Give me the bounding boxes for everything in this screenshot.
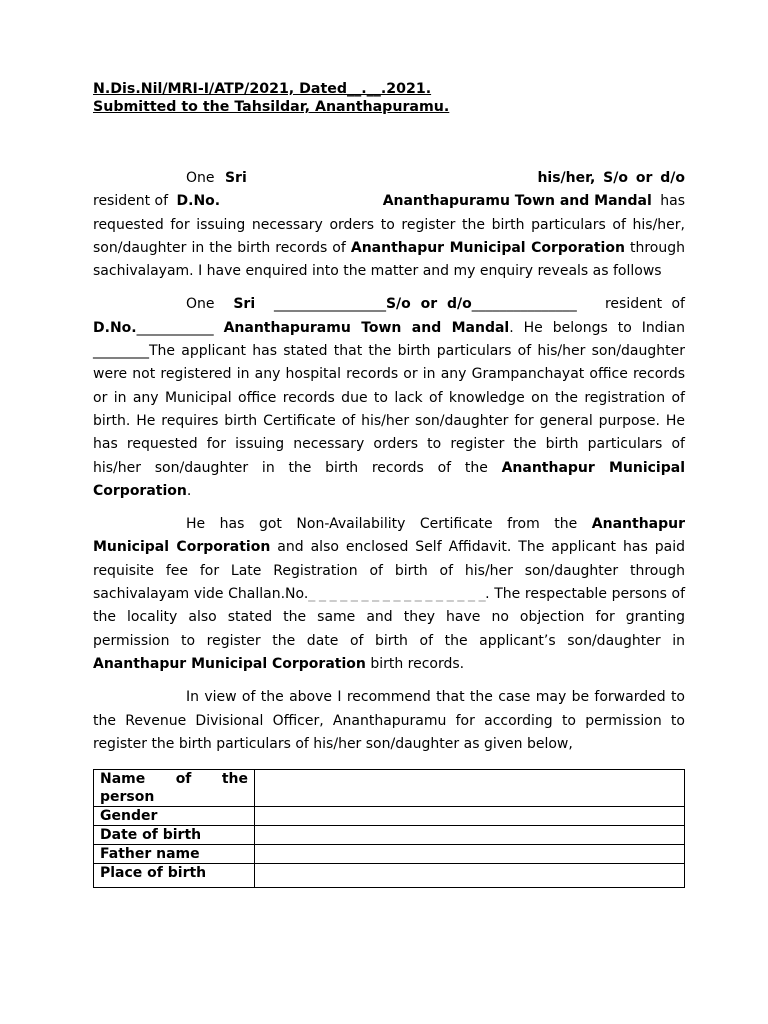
one-text: One xyxy=(186,170,215,186)
table-row xyxy=(94,807,685,826)
para2-end: . xyxy=(186,482,192,499)
paragraph-1 xyxy=(93,167,685,283)
table-label: Name of the person xyxy=(94,770,255,807)
resident-of-text: resident of xyxy=(93,193,169,210)
birth-details-table xyxy=(93,769,685,888)
table-row xyxy=(94,864,685,888)
town-mandal-text: Ananthapuramu Town and Mandal xyxy=(223,319,510,336)
table-label: Father name xyxy=(94,845,255,864)
table-label: Gender xyxy=(94,807,255,826)
sri-text: Sri xyxy=(233,296,256,313)
para2-text-1: . He belongs to Indian ________The applicant has stated that the birth particulars of his/her son/daughter were not registered in any hospital records or in any Grampanchayat office records or in any Municipal office records due to lack of knowledge on the registration of birth. He requires birth Certificate of his/her son/daughter for general purpose. He has requested for issuing necessary orders to register the birth particulars of his/her son/daughter in the birth records of the xyxy=(93,319,685,476)
para3-text-4: birth records. xyxy=(370,655,465,672)
dno-text: D.No. xyxy=(93,319,137,336)
table-row xyxy=(94,845,685,864)
table-label: Date of birth xyxy=(94,826,255,845)
town-mandal-text: Ananthapuramu Town and Mandal xyxy=(382,193,652,210)
para3-text-1: He has got Non-Availability Certificate from the xyxy=(186,516,578,533)
table-label: Place of birth xyxy=(94,864,255,888)
reference-line: N.Dis.Nil/MRI-I/ATP/2021, Dated__.__.2021. xyxy=(93,81,432,97)
table-value xyxy=(255,845,685,864)
addressee-line: Submitted to the Tahsildar, Ananthapuramu. xyxy=(93,99,450,115)
corporation-name: Ananthapur Municipal Corporation xyxy=(93,655,366,672)
para3-text-2: and also enclosed Self Affidavit. The applicant has paid requisite fee for Late Registration of birth of his/her son/daughter through sachivalayam vide Challan.No. xyxy=(93,539,685,603)
table-value xyxy=(255,864,685,888)
document-page xyxy=(93,80,685,888)
paragraph-3 xyxy=(93,513,685,676)
one-text: One xyxy=(186,296,215,313)
resident-of-text: resident of xyxy=(604,296,685,313)
table-row xyxy=(94,826,685,845)
para1-text-2: through sachivalayam. I have enquired into the matter and my enquiry reveals as follows xyxy=(93,239,686,280)
table-value xyxy=(255,770,685,807)
paragraph-4: In view of the above I recommend that the case may be forwarded to the Revenue Divisional Officer, Ananthapuramu for according to permission to register the birth particulars of his/her son/daughter as given below, xyxy=(93,689,685,752)
table-row xyxy=(94,770,685,807)
dno-text: D.No. xyxy=(176,193,221,210)
para3-text-3: . The respectable persons of the locality also stated the same and they have no objection for granting permission to register the date of birth of the applicant’s son/daughter in xyxy=(93,586,686,649)
his-her-text: his/her, S/o or d/o xyxy=(537,170,685,186)
dno-blank: ___________ xyxy=(136,319,214,336)
document-header xyxy=(93,80,685,116)
sri-text: Sri xyxy=(224,170,247,186)
corporation-name: Ananthapur Municipal Corporation xyxy=(350,239,625,256)
challan-blank: _ _ _ _ _ _ _ _ _ _ _ _ _ _ _ _ _ xyxy=(308,586,486,603)
table-value xyxy=(255,807,685,826)
corporation-name: Ananthapur Municipal Corporation xyxy=(93,459,685,499)
table-value xyxy=(255,826,685,845)
para1-text-1: requested for issuing necessary orders to register the birth particulars of his/her, son/daughter in the birth records of xyxy=(93,216,685,256)
name-blank: ________________ xyxy=(273,296,386,313)
father-name-blank: _______________ xyxy=(471,296,577,313)
has-text: has xyxy=(660,193,685,210)
paragraph-2 xyxy=(93,293,685,503)
corporation-name: Ananthapur Municipal Corporation xyxy=(93,516,685,556)
so-do-text: S/o or d/o xyxy=(385,296,472,313)
